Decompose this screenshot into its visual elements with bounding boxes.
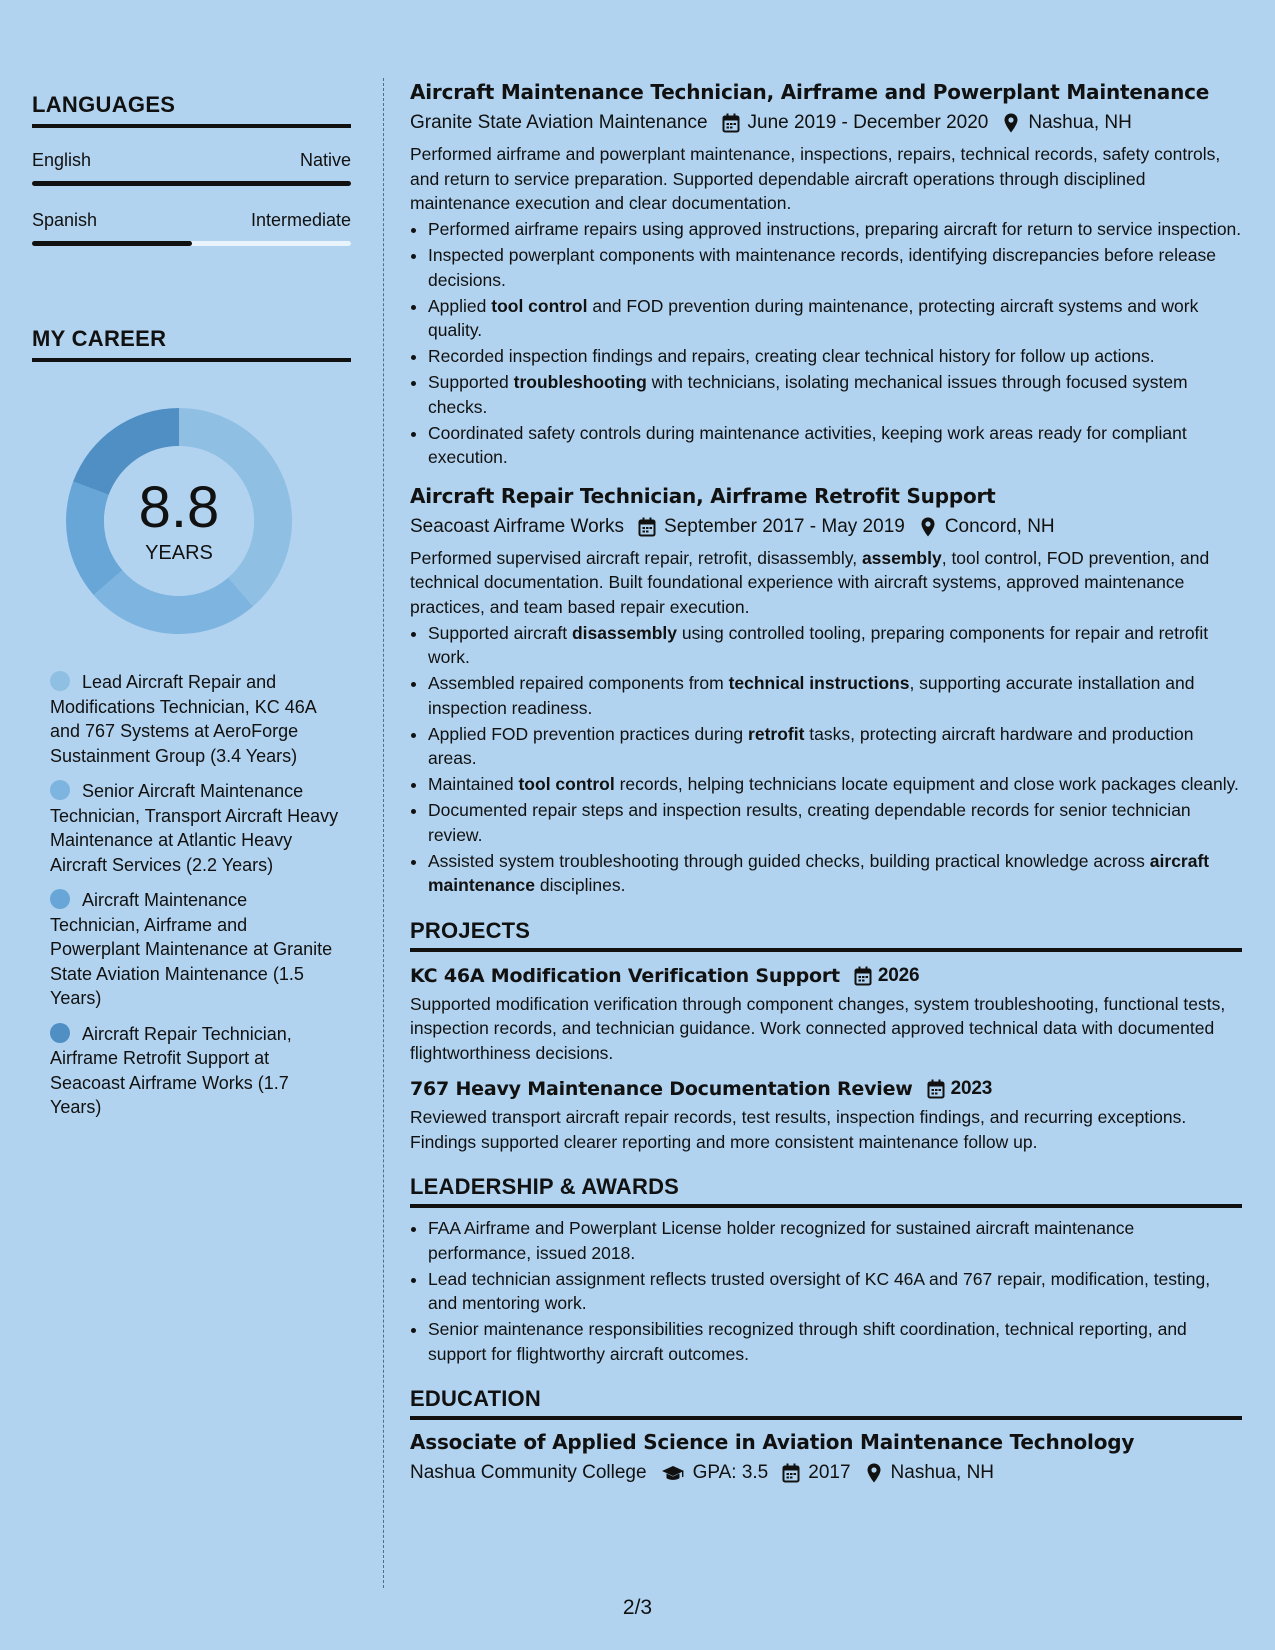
text-run: Assisted system troubleshooting through guided checks, building practical knowledge across [428,850,1150,871]
text-run: Performed supervised aircraft repair, retrofit, disassembly, [410,547,862,568]
career-legend [50,670,340,1120]
language-proficiency-bar [32,181,351,186]
job-meta [410,514,1242,540]
bold-keyword: retrofit [748,723,805,744]
text-run: Applied [428,295,492,316]
award-item: • Senior maintenance responsibilities recognized through shift coordination, technical reporting, and support for flightworthy aircraft outcomes. [428,1317,1242,1366]
language-level: Native [299,150,351,170]
language-proficiency-bar [32,241,351,246]
column-divider [383,78,384,1588]
legend-label: Lead Aircraft Repair and Modifications Technician, KC 46A and 767 Systems at AeroForge Sustainment Group (3.4 Years) [50,672,316,766]
language-spanish [32,210,351,246]
project-year: 2023 [950,1078,993,1099]
job-title: Aircraft Maintenance Technician, Airframe and Powerplant Maintenance [410,80,1210,104]
bullet-item [428,798,1242,847]
graduation-year: 2017 [808,1462,851,1483]
text-run: Supported aircraft [428,622,572,643]
languages-title: LANGUAGES [32,92,351,128]
job-dates: June 2019 - December 2020 [747,112,989,133]
text-run: records, helping technicians locate equipment and close work packages cleanly. [614,774,1239,794]
company-name: Seacoast Airframe Works [410,515,625,537]
job-summary [410,546,1242,620]
bullet-item [428,849,1242,898]
job-summary: Performed airframe and powerplant maintenance, inspections, repairs, technical records, safety controls, and return to service preparation. Supported dependable aircraft operations through disciplined maintenance execution and clear documentation. [410,144,1221,213]
calendar-icon [782,1463,800,1483]
project-description: Supported modification verification through component changes, system troubleshooting, functional tests, inspection records, and technician guidance. Work connected approved technical data with documented flightworthiness decisions. [410,993,1226,1063]
awards-section [410,1174,1242,1366]
job-location: Nashua, NH [1028,112,1132,133]
awards-list [410,1216,1242,1366]
page-number: 2/3 [622,1596,653,1619]
legend-label: Aircraft Maintenance Technician, Airframe and Powerplant Maintenance at Granite State Aviation Maintenance (1.5 Years) [50,890,333,1008]
bold-keyword: disassembly [571,622,678,643]
language-name: Spanish [32,210,98,230]
career-total-years: 8.8 [138,475,220,540]
text-run: disciplines. [534,875,626,895]
text-run: Supported [428,372,514,392]
bold-keyword: technical instructions [728,673,910,693]
job-entry [410,482,1242,898]
legend-label: Aircraft Repair Technician, Airframe Retrofit Support at Seacoast Airframe Works (1.7 Years) [50,1023,292,1117]
text-run: Assembled repaired components from [428,673,729,693]
job-entry [410,78,1242,470]
bullet-item [428,344,1242,369]
text-run: Recorded inspection findings and repairs, creating clear technical history for follow up actions. [428,346,1155,366]
career-section [32,326,351,1120]
bullet-item [428,217,1242,242]
job-bullets [410,217,1242,470]
location-pin-icon [1002,113,1020,133]
project-description: Reviewed transport aircraft repair records, test results, inspection findings, and recurring exceptions. Findings supported clearer reporting and more consistent maintenance follow up. [410,1107,1187,1152]
job-title: Aircraft Repair Technician, Airframe Retrofit Support [410,483,996,508]
calendar-icon [927,1079,945,1099]
career-title: MY CAREER [32,326,351,362]
text-run: using controlled tooling, preparing components for repair and retrofit work. [428,622,1209,667]
project-name: 767 Heavy Maintenance Documentation Review [410,1078,913,1100]
project-year: 2026 [877,964,920,986]
legend-item [50,1022,340,1120]
project-entry [410,1075,1242,1154]
job-meta [410,110,1242,136]
projects-title: PROJECTS [410,918,1242,952]
text-run: Applied FOD prevention practices during [428,723,749,744]
legend-dot [50,889,70,909]
legend-item [50,670,340,768]
awards-title: LEADERSHIP & AWARDS [410,1174,1242,1208]
education-location: Nashua, NH [890,1462,995,1483]
bullet-item [428,621,1242,670]
career-years-unit: YEARS [145,542,213,564]
legend-dot [50,780,70,800]
language-proficiency-fill [32,181,351,186]
text-run: and FOD prevention during maintenance, protecting aircraft systems and work quality. [428,295,1199,340]
bullet-item [428,722,1242,771]
education-meta [410,1460,1242,1486]
main-column [410,78,1242,1486]
job-dates: September 2017 - May 2019 [664,515,905,537]
bullet-item [428,243,1242,292]
award-item: • FAA Airframe and Powerplant License holder recognized for sustained aircraft maintenance performance, issued 2018. [428,1216,1242,1265]
company-name: Granite State Aviation Maintenance [410,112,708,133]
bullet-item [428,671,1242,720]
project-entry [410,962,1242,1066]
location-pin-icon [865,1463,883,1483]
career-donut-chart [64,406,294,636]
language-level: Intermediate [250,210,351,230]
bold-keyword: tool control [518,774,615,794]
job-bullets [410,621,1242,898]
award-item: • Lead technician assignment reflects trusted oversight of KC 46A and 767 repair, modification, testing, and mentoring work. [428,1267,1242,1316]
school-name: Nashua Community College [410,1462,647,1483]
degree-title: Associate of Applied Science in Aviation Maintenance Technology [410,1430,1135,1454]
bold-keyword: troubleshooting [513,372,647,392]
legend-label: Senior Aircraft Maintenance Technician, Transport Aircraft Heavy Maintenance at Atlantic Heavy Aircraft Services (2.2 Years) [50,781,339,875]
location-pin-icon [919,517,937,537]
bold-keyword: tool control [491,295,588,316]
language-english [32,150,351,186]
text-run: , supporting accurate installation and inspection readiness. [428,673,1195,718]
calendar-icon [854,966,872,986]
text-run: Documented repair steps and inspection results, creating dependable records for senior technician review. [428,800,1191,845]
text-run: Maintained [428,774,519,794]
education-title: EDUCATION [410,1386,1242,1420]
gpa: GPA: 3.5 [692,1462,769,1483]
graduation-cap-icon [661,1463,685,1483]
legend-item [50,779,340,877]
language-name: English [32,150,92,170]
bullet-item [428,421,1242,470]
language-proficiency-fill [32,241,192,246]
bold-keyword: assembly [861,547,942,568]
text-run: with technicians, isolating mechanical issues through focused system checks. [428,372,1188,417]
calendar-icon [638,517,656,537]
text-run: tasks, protecting aircraft hardware and production areas. [428,723,1194,768]
sidebar [32,92,351,1131]
text-run: Performed airframe repairs using approved instructions, preparing aircraft for return to service inspection. [428,219,1242,239]
text-run: Inspected powerplant components with maintenance records, identifying discrepancies before release decisions. [428,245,1216,290]
bullet-item [428,370,1242,419]
bullet-item [428,772,1242,797]
job-location: Concord, NH [944,515,1055,537]
text-run: Coordinated safety controls during maintenance activities, keeping work areas ready for compliant execution. [428,422,1187,467]
bullet-item [428,294,1242,343]
text-run: , tool control, FOD prevention, and technical documentation. Built foundational experience with aircraft systems, approved maintenance practices, and team based repair execution. [410,547,1210,617]
bold-keyword: aircraft maintenance [428,850,1210,895]
project-name: KC 46A Modification Verification Support [410,964,840,987]
legend-dot [50,671,70,691]
calendar-icon [722,113,740,133]
legend-dot [50,1023,70,1043]
legend-item [50,888,340,1011]
